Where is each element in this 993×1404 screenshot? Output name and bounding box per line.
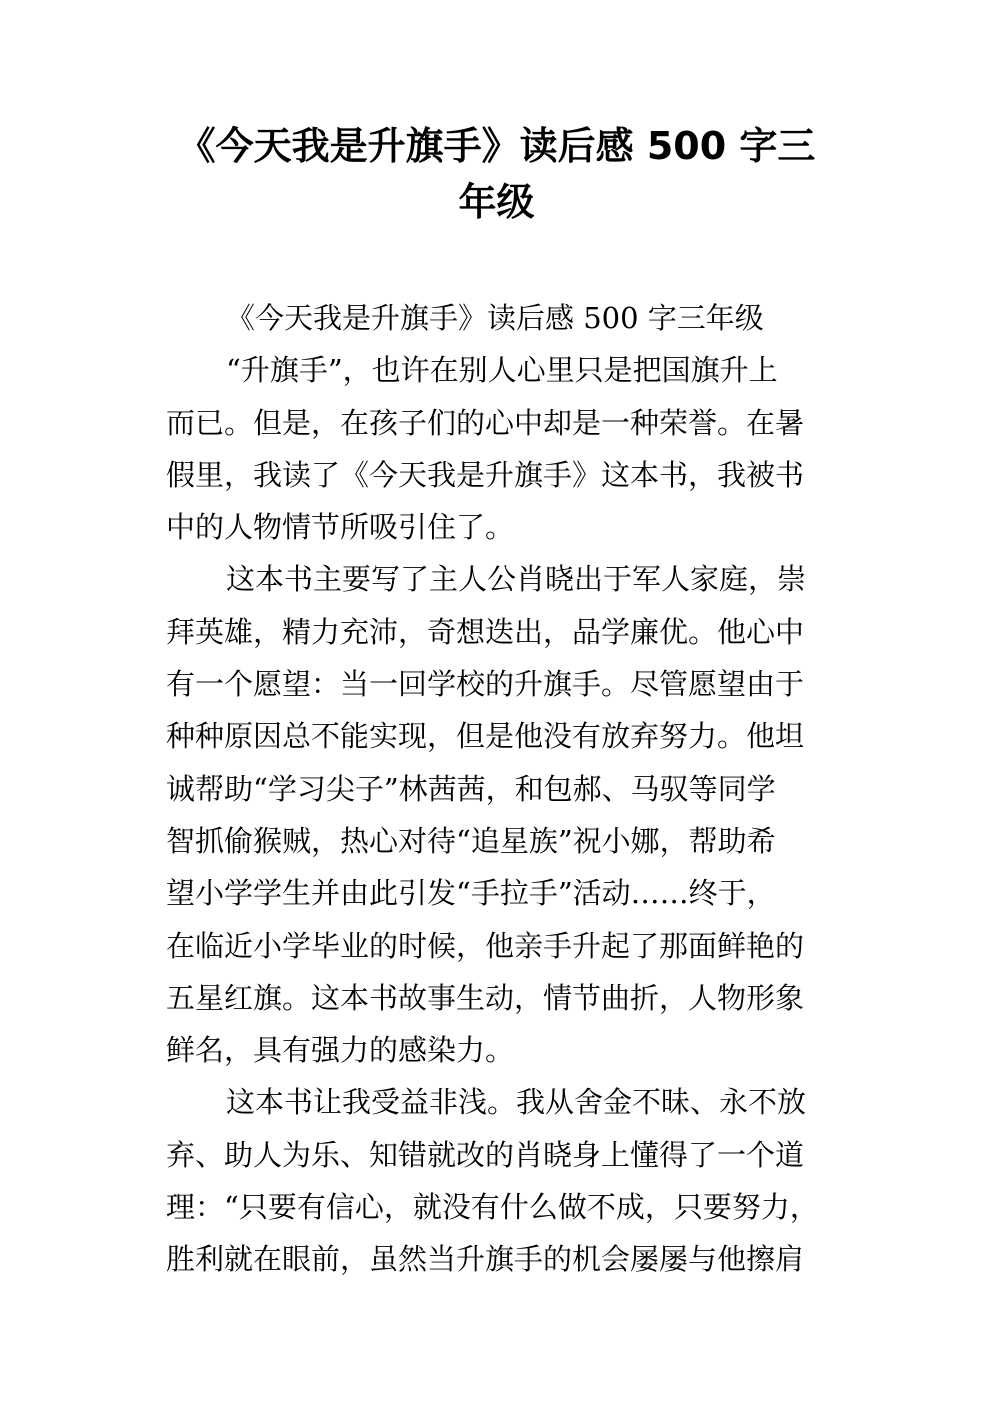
body-line: 在临近小学毕业的时候，他亲手升起了那面鲜艳的	[166, 928, 805, 963]
body-line: 种种原因总不能实现，但是他没有放弃努力。他坦	[166, 719, 805, 754]
body-line: 中的人物情节所吸引住了。	[166, 510, 515, 545]
body-line: 弃、助人为乐、知错就改的肖晓身上懂得了一个道	[166, 1137, 805, 1172]
body-line: “升旗手”，也许在别人心里只是把国旗升上	[226, 353, 778, 388]
document-title	[150, 118, 843, 230]
body-line: 鲜名，具有强力的感染力。	[166, 1033, 515, 1068]
body-line: 胜利就在眼前，虽然当升旗手的机会屡屡与他擦肩	[166, 1242, 805, 1277]
body-line: 五星红旗。这本书故事生动，情节曲折，人物形象	[166, 980, 805, 1015]
body-line: 智抓偷猴贼，热心对待“追星族”祝小娜，帮助希	[166, 823, 776, 858]
body-line: 理：“只要有信心，就没有什么做不成，只要努力，	[166, 1190, 819, 1225]
body-line: 而已。但是，在孩子们的心中却是一种荣誉。在暑	[166, 405, 805, 440]
title-line: 年级	[458, 180, 535, 224]
body-line: 假里，我读了《今天我是升旗手》这本书，我被书	[166, 457, 805, 492]
body-line: 《今天我是升旗手》读后感 500 字三年级	[226, 301, 764, 335]
body-line: 这本书主要写了主人公肖晓出于军人家庭，崇	[226, 562, 807, 597]
body-line: 诚帮助“学习尖子”林茜茜，和包郝、马驭等同学	[166, 771, 776, 806]
document-body	[166, 292, 846, 1286]
body-line: 这本书让我受益非浅。我从舍金不昧、永不放	[226, 1085, 807, 1120]
title-line: 《今天我是升旗手》读后感 500 字三	[177, 124, 816, 168]
body-line: 望小学学生并由此引发“手拉手”活动……终于，	[166, 876, 776, 911]
body-line: 有一个愿望：当一回学校的升旗手。尽管愿望由于	[166, 667, 805, 702]
body-line: 拜英雄，精力充沛，奇想迭出，品学廉优。他心中	[166, 614, 805, 649]
